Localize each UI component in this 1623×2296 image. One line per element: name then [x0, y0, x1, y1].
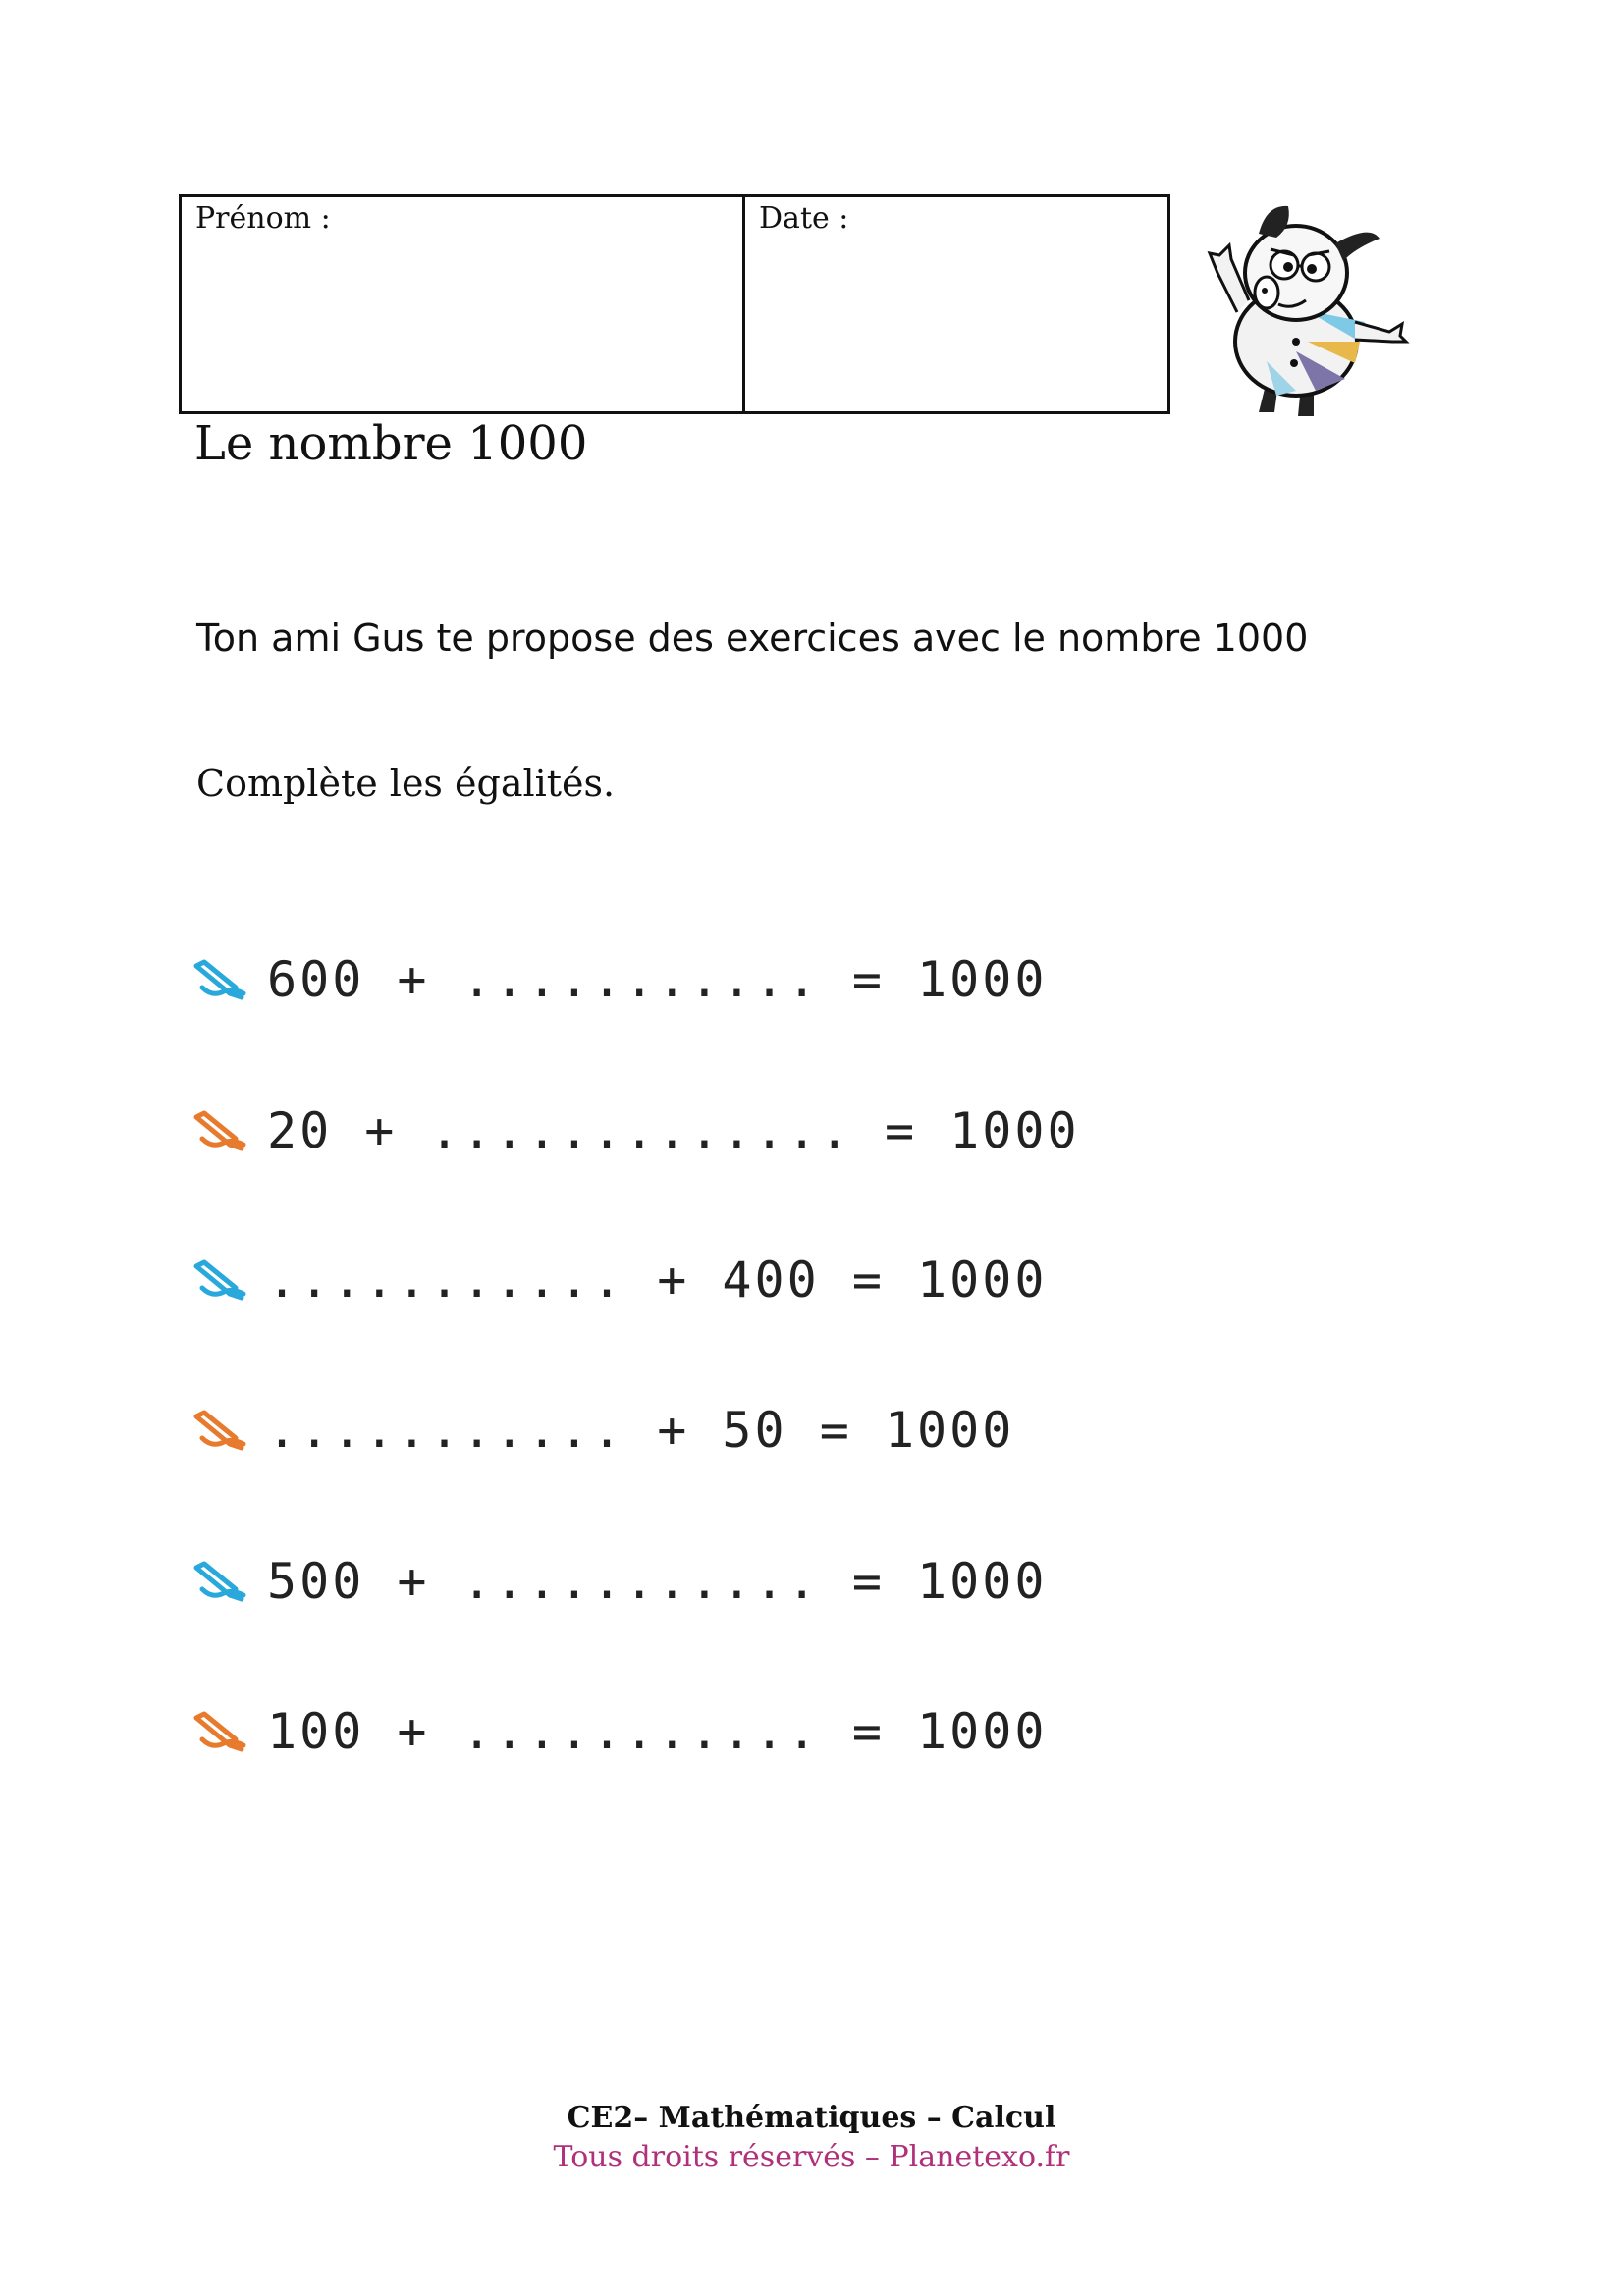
footer-rights: Tous droits réservés – Planetexo.fr	[553, 2140, 1070, 2174]
intro-text: Ton ami Gus te propose des exercices avec le nombre 1000	[196, 616, 1309, 660]
gus-mascot-illustration	[1198, 194, 1414, 420]
pencil-icon	[192, 1409, 247, 1452]
exercise-item	[192, 1246, 1047, 1314]
exercise-item	[192, 1096, 1080, 1165]
equation-text: 100 + ........... = 1000	[267, 1703, 1048, 1760]
date-label: Date :	[759, 201, 849, 236]
pencil-icon	[192, 1560, 247, 1603]
exercise-item	[192, 1697, 1047, 1766]
equation-text: ........... + 400 = 1000	[267, 1252, 1048, 1308]
prenom-label: Prénom :	[195, 201, 331, 236]
exercise-item	[192, 1396, 1014, 1465]
student-info-table	[179, 194, 1170, 414]
instruction-text: Complète les égalités.	[196, 762, 616, 805]
pencil-icon	[192, 1109, 247, 1152]
prenom-cell[interactable]	[182, 197, 745, 411]
pencil-icon	[192, 1258, 247, 1302]
equation-text: 600 + ........... = 1000	[267, 951, 1048, 1008]
page-title: Le nombre 1000	[194, 416, 588, 471]
equation-text: 20 + ............. = 1000	[267, 1102, 1080, 1159]
pencil-icon	[192, 1710, 247, 1753]
footer-course: CE2– Mathématiques – Calcul	[567, 2101, 1056, 2135]
pencil-icon	[192, 958, 247, 1001]
exercise-item	[192, 945, 1047, 1014]
equation-text: ........... + 50 = 1000	[267, 1402, 1015, 1459]
date-cell[interactable]	[745, 197, 1167, 411]
equation-text: 500 + ........... = 1000	[267, 1553, 1048, 1610]
exercise-item	[192, 1547, 1047, 1616]
